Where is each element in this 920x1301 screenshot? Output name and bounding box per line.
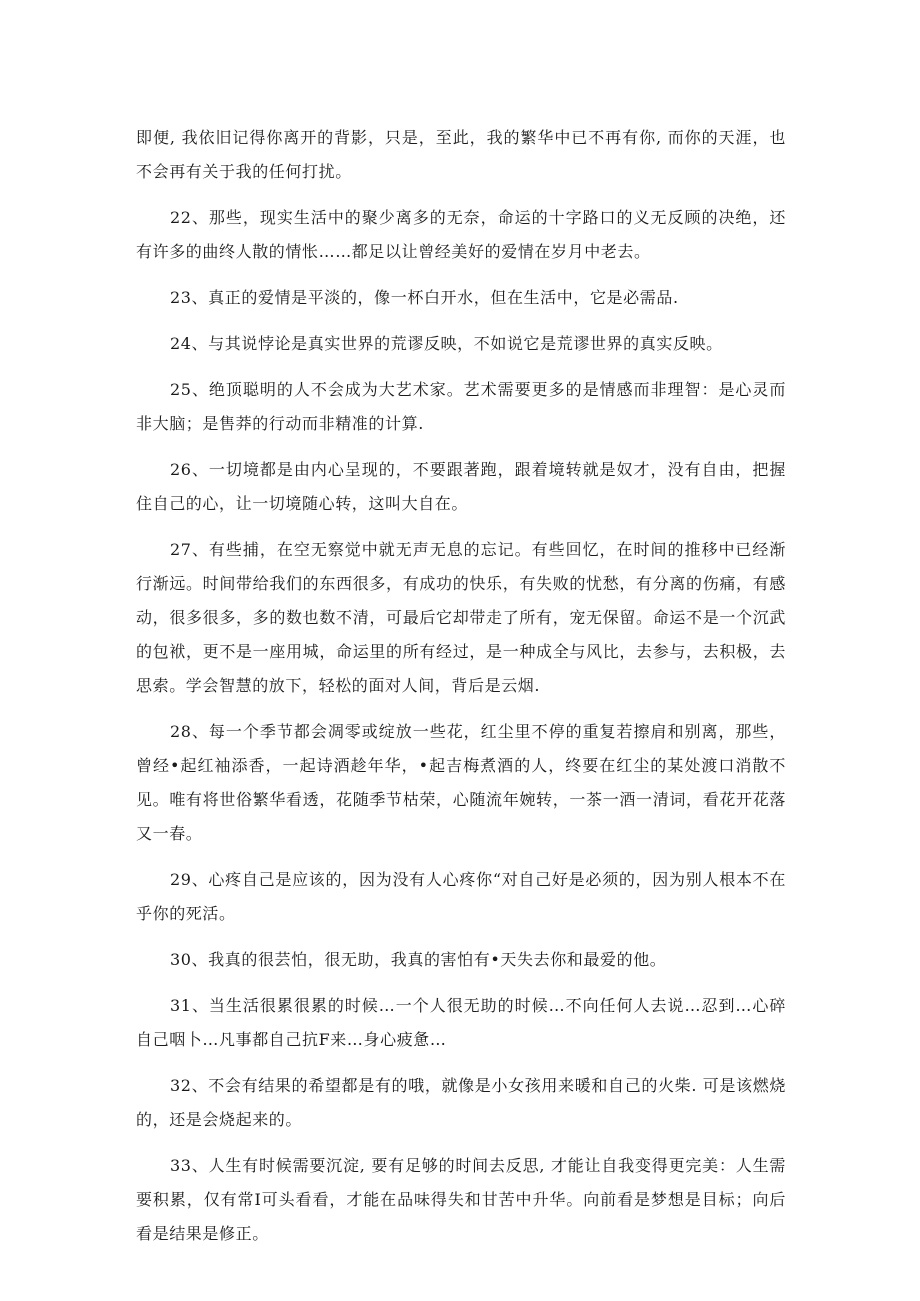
- paragraph-26: 26、一切境都是由内心呈现的，不要跟著跑，跟着境转就是奴才，没有自由，把握住自己的心，让一切境随心转，这叫大自在。: [136, 460, 786, 513]
- paragraph-23: 23、真正的爱情是平淡的，像一杯白开水，但在生活中，它是必需品.: [170, 288, 679, 307]
- paragraph-28: 28、每一个季节都会凋零或绽放一些花，红尘里不停的重复若擦肩和别离，那些，曾经•起红袖添香，一起诗酒趁年华，•起吉梅煮酒的人，终要在红尘的某处渡口消散不见。唯有将世俗繁华看透，花随季节枯荣，心随流年婉转，一茶一酒一清词，看花开花落又一春。: [136, 722, 786, 843]
- paragraph-22: 22、那些，现实生活中的聚少离多的无奈，命运的十字路口的义无反顾的决绝，还有许多的曲终人散的情怅……都足以让曾经美好的爱情在岁月中老去。: [136, 208, 786, 261]
- paragraph-32: 32、不会有结果的希望都是有的哦，就像是小女孩用来暖和自己的火柴. 可是该燃烧的，还是会烧起来的。: [136, 1076, 786, 1129]
- paragraph-continuation: 即便, 我依旧记得你离开的背影，只是，至此，我的繁华中已不再有你, 而你的天涯，也不会再有关于我的任何打扰。: [136, 128, 786, 181]
- paragraph-33: 33、人生有时候需要沉淀, 要有足够的时间去反思, 才能让自我变得更完美：人生需要积累，仅有常I可头看看，才能在品味得失和甘苦中升华。向前看是梦想是目标；向后看是结果是修正。: [136, 1156, 786, 1243]
- paragraph-30: 30、我真的很芸怕，很无助，我真的害怕有•天失去你和最爱的他。: [170, 950, 667, 969]
- paragraph-29: 29、心疼自己是应该的，因为没有人心疼你“对自己好是必须的，因为别人根本不在乎你的死活。: [136, 870, 786, 923]
- paragraph-25: 25、绝顶聪明的人不会成为大艺术家。艺术需要更多的是情感而非理智：是心灵而非大脑；是售莽的行动而非精准的计算.: [136, 380, 786, 433]
- paragraph-31: 31、当生活很累很累的时候…一个人很无助的时候…不向任何人去说…忍到…心碎自己咽卜…凡事都自己抗F来…身心疲惫…: [136, 996, 786, 1049]
- paragraph-24: 24、与其说悖论是真实世界的荒谬反映，不如说它是荒谬世界的真实反映。: [170, 334, 723, 353]
- document-body: [136, 121, 786, 1263]
- paragraph-27: 27、有些捕，在空无察觉中就无声无息的忘记。有些回忆，在时间的推移中已经渐行渐远。时间带给我们的东西很多，有成功的快乐，有失败的忧愁，有分离的伤痛，有感动，很多很多，多的数也数不清，可最后它却带走了所有，宠无保留。命运不是一个沉武的包袱，更不是一座用城，命运里的所有经过，是一种成全与风比，去参与，去积极，去思索。学会智慧的放下，轻松的面对人间，背后是云烟.: [136, 540, 786, 695]
